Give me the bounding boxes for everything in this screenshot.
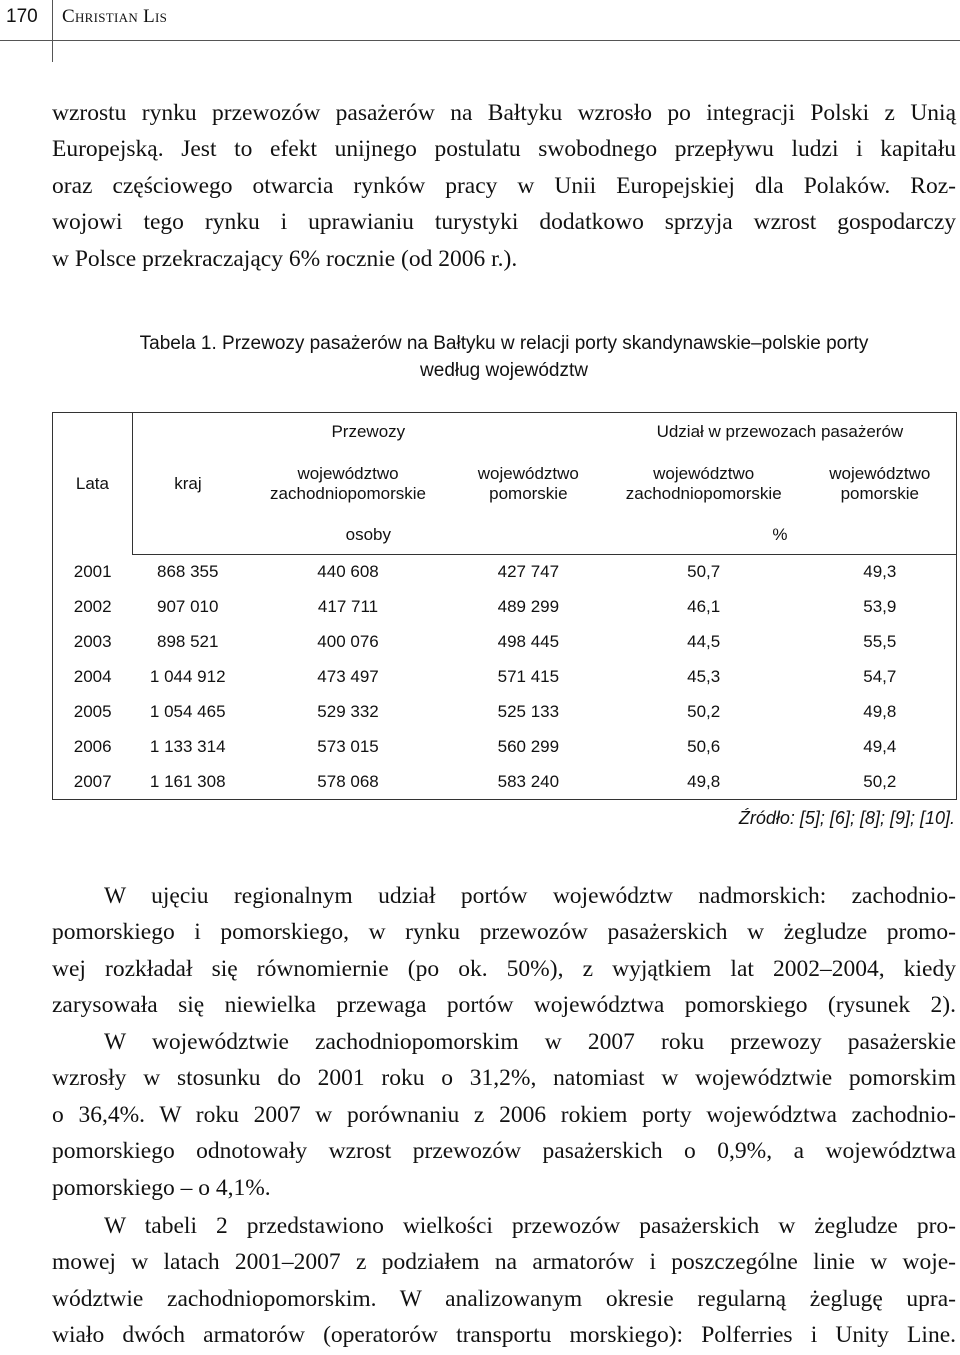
cell-year: 2003: [53, 625, 133, 660]
cell-pom: 427 747: [497, 562, 560, 582]
cell-zach-pct: 46,1: [687, 597, 721, 616]
cell-year: 2001: [53, 555, 133, 590]
header-line: województwo: [477, 463, 579, 483]
text-line: w Polsce przekraczający 6% rocznie (od 2006 r.).: [52, 245, 518, 272]
header-line: województwo: [653, 463, 755, 483]
text-line: pomorskiego – o 4,1%.: [52, 1174, 271, 1201]
text-line: zarysowała się niewielka przewaga portów województwa pomorskiego (rysunek 2).: [52, 992, 956, 1019]
cell-zach: 400 076: [317, 632, 379, 651]
cell-zach-pct: 44,5: [687, 632, 721, 651]
body-paragraph-3: [52, 1208, 956, 1354]
header-group-udzial: Udział w przewozach pasażerów: [604, 413, 957, 451]
header-line: zachodniopomorskie: [625, 483, 782, 503]
table-row: [53, 695, 957, 730]
cell-kraj: 907 010: [157, 597, 219, 616]
text-line: wojowi tego rynku i uprawianiu turystyki dodatkowo sprzyja wzrost gospodarczy: [52, 209, 956, 236]
cell-year: 2002: [53, 590, 133, 625]
text-line: W województwie zachodniopomorskim w 2007 roku przewozy pasażerskie: [104, 1029, 956, 1055]
header-line: województwo: [297, 463, 399, 483]
header-line: pomorskie: [840, 483, 920, 503]
header-group-przewozy: Przewozy: [132, 413, 603, 451]
text-line: oraz częściowego otwarcia rynków pracy w Unii Europejskiej dla Polaków. Roz-: [52, 172, 956, 199]
text-line: pomorskiego odnotowały wzrost przewozów pasażerskich o 0,9%, a województwa: [52, 1138, 956, 1165]
body-paragraph-1: [52, 878, 956, 1024]
text-line: o 36,4%. W roku 2007 w porównaniu z 2006 rokiem porty województwa zachodnio-: [52, 1101, 956, 1128]
cell-pom-pct: 50,2: [804, 765, 957, 800]
text-line: mowej w latach 2001–2007 z podziałem na armatorów i poszczególne linie w woje-: [52, 1249, 956, 1276]
header-horizontal-rule: [0, 40, 960, 41]
cell-zach: 529 332: [317, 702, 379, 721]
page-number: 170: [6, 6, 38, 27]
cell-zach: 473 497: [317, 667, 379, 686]
header-vertical-rule: [52, 0, 53, 62]
cell-kraj: 1 044 912: [149, 667, 226, 686]
text-line: W tabeli 2 przedstawiono wielkości przewozów pasażerskich w żegludze pro-: [104, 1213, 956, 1239]
cell-year: 2005: [53, 695, 133, 730]
cell-kraj: 1 161 308: [132, 765, 243, 800]
page-header: [0, 0, 960, 40]
cell-pom: 571 415: [497, 667, 560, 686]
cell-zach-pct: 49,8: [604, 765, 804, 800]
table-row: [53, 660, 957, 695]
cell-pom: 583 240: [453, 765, 604, 800]
cell-year: 2006: [53, 730, 133, 765]
table-row: [53, 590, 957, 625]
table-caption-line-2: według województw: [420, 360, 588, 381]
cell-pom-pct: 49,8: [804, 695, 957, 730]
cell-zach-pct: 50,2: [687, 702, 721, 721]
text-line: wództwie zachodniopomorskim. W analizowanym okresie regularną żeglugę upra-: [52, 1285, 956, 1312]
cell-year: 2004: [53, 660, 133, 695]
text-line: wej rozkładał się równomiernie (po ok. 50%), z wyjątkiem lat 2002–2004, kiedy: [52, 955, 956, 982]
text-line: pomorskiego i pomorskiego, w rynku przewozów pasażerskich w żegludze promo-: [52, 919, 956, 946]
intro-paragraph: [52, 95, 956, 277]
unit-percent: %: [604, 517, 957, 555]
table-row: [53, 730, 957, 765]
text-line: W ujęciu regionalnym udział portów województw nadmorskich: zachodnio-: [104, 883, 956, 909]
header-line: województwo: [829, 463, 931, 483]
cell-zach-pct: 50,6: [687, 737, 721, 756]
text-line: Europejską. Jest to efekt unijnego postulatu swobodnego przepływu ludzi i kapitału: [52, 136, 956, 163]
cell-zach: 440 608: [317, 562, 379, 582]
text-line: wzrostu rynku przewozów pasażerów na Bałtyku wzrosło po integracji Polski z Unią: [52, 100, 956, 126]
header-udzial-pomorskie: [804, 451, 957, 517]
cell-zach: 578 068: [243, 765, 453, 800]
passenger-transport-table: [52, 412, 957, 800]
text-line: wzrosły w stosunku do 2001 roku o 31,2%, natomiast w województwie pomorskim: [52, 1065, 956, 1092]
header-udzial-zachodniopomorskie: [604, 451, 804, 517]
cell-pom-pct: 49,3: [804, 555, 957, 590]
cell-pom-pct: 54,7: [804, 660, 957, 695]
table-caption-line-1: Tabela 1. Przewozy pasażerów na Bałtyku w relacji porty skandynawskie–polskie porty: [139, 333, 869, 354]
table-row: [53, 765, 957, 800]
cell-pom: 489 299: [497, 597, 560, 616]
cell-kraj: 1 133 314: [149, 737, 226, 756]
cell-zach: 417 711: [317, 597, 379, 616]
header-woj-pomorskie: [453, 451, 604, 517]
running-title: Christian Lis: [62, 6, 168, 27]
cell-zach-pct: 50,7: [687, 562, 721, 582]
table-row: [53, 625, 957, 660]
header-line: zachodniopomorskie: [270, 483, 426, 503]
cell-pom-pct: 53,9: [804, 590, 957, 625]
cell-zach-pct: 45,3: [687, 667, 721, 686]
cell-pom: 525 133: [497, 702, 560, 721]
cell-kraj: 1 054 465: [149, 702, 226, 721]
cell-pom-pct: 49,4: [804, 730, 957, 765]
body-paragraph-2: [52, 1024, 956, 1206]
table-source: Źródło: [5]; [6]; [8]; [9]; [10].: [738, 808, 955, 828]
table-row: [53, 555, 957, 590]
cell-year: 2007: [53, 765, 133, 800]
text-line: wiało dwóch armatorów (operatorów transportu morskiego): Polferries i Unity Line.: [52, 1322, 956, 1349]
header-lata: Lata: [53, 413, 133, 555]
cell-kraj: 898 521: [157, 632, 219, 651]
header-woj-zachodniopomorskie: [243, 451, 453, 517]
cell-zach: 573 015: [317, 737, 379, 756]
unit-osoby: osoby: [132, 517, 603, 555]
header-kraj: kraj: [174, 473, 202, 493]
cell-pom: 560 299: [497, 737, 560, 756]
header-line: pomorskie: [489, 483, 568, 503]
cell-pom: 498 445: [497, 632, 560, 651]
table-caption: [52, 330, 956, 384]
cell-kraj: 868 355: [157, 562, 219, 582]
cell-pom-pct: 55,5: [804, 625, 957, 660]
